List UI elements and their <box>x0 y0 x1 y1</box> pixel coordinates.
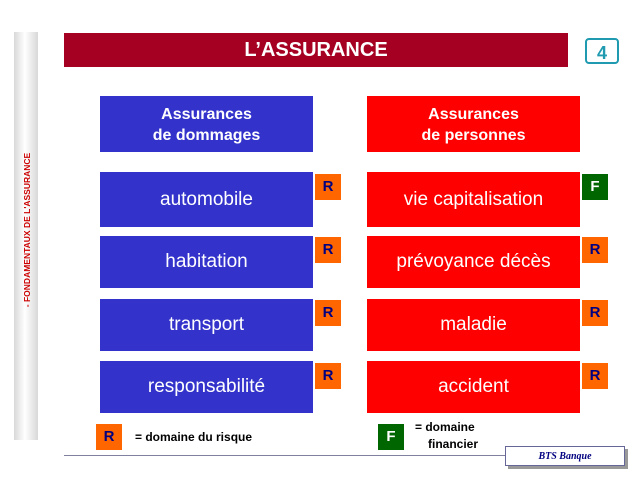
page-title: L’ASSURANCE <box>64 33 568 67</box>
item-prevoyance-deces: prévoyance décès <box>367 236 580 288</box>
badge-habitation: R <box>315 237 341 263</box>
badge-vie-capitalisation: F <box>582 174 608 200</box>
item-vie-capitalisation: vie capitalisation <box>367 172 580 227</box>
item-maladie: maladie <box>367 299 580 351</box>
legend-f-text-line2: financier <box>428 437 479 451</box>
legend-f-badge: F <box>378 424 404 450</box>
header-personnes-line1: Assurances <box>428 106 519 123</box>
header-dommages-line1: Assurances <box>161 106 252 123</box>
badge-automobile: R <box>315 174 341 200</box>
legend-f-text-line1: = domaine <box>415 420 475 434</box>
badge-prevoyance-deces: R <box>582 237 608 263</box>
item-responsabilite: responsabilité <box>100 361 313 413</box>
item-automobile: automobile <box>100 172 313 227</box>
header-personnes-line2: de personnes <box>421 127 526 144</box>
header-personnes <box>367 96 580 152</box>
item-habitation: habitation <box>100 236 313 288</box>
header-dommages <box>100 96 313 152</box>
legend-r-badge: R <box>96 424 122 450</box>
item-accident: accident <box>367 361 580 413</box>
footer-label: BTS Banque <box>505 446 625 466</box>
side-label: - FONDAMENTAUX DE L'ASSURANCE <box>22 152 32 308</box>
badge-responsabilite: R <box>315 363 341 389</box>
slide-number: 4 <box>585 38 619 64</box>
legend-r-text: = domaine du risque <box>135 430 253 444</box>
item-transport: transport <box>100 299 313 351</box>
badge-maladie: R <box>582 300 608 326</box>
badge-accident: R <box>582 363 608 389</box>
badge-transport: R <box>315 300 341 326</box>
header-dommages-line2: de dommages <box>152 127 261 144</box>
